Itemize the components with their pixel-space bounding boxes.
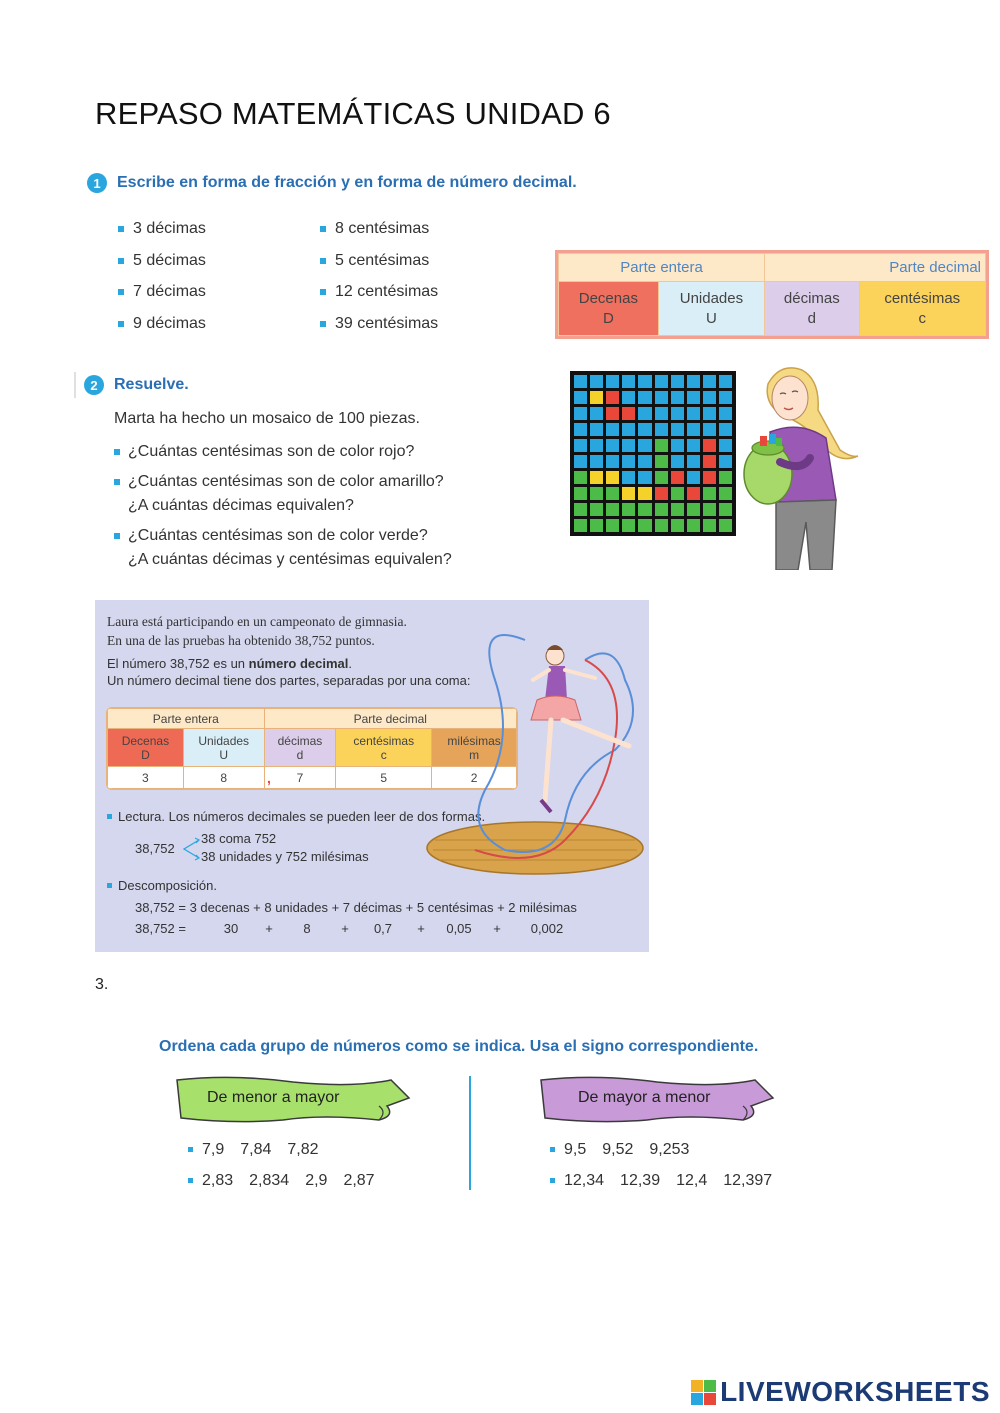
place-value-column: centésimas c [336,729,432,767]
decomposition-term: 0,002 [530,921,564,936]
mosaic-tile [671,407,684,420]
mosaic-tile [606,455,619,468]
bullet-icon [118,226,124,232]
mosaic-tile [606,519,619,532]
number-group [188,1134,391,1165]
mosaic-tile [574,487,587,500]
mosaic-tile [590,407,603,420]
place-value-column: centésimas c [859,282,985,336]
mosaic-tile [655,487,668,500]
decomposition-term: 38,752 = [135,921,186,936]
mosaic-tile [719,471,732,484]
mosaic-tile [671,439,684,452]
q2-intro: Marta ha hecho un mosaico de 100 piezas. [114,410,420,427]
mosaic-tile [590,375,603,388]
mosaic-tile [655,471,668,484]
ascending-number-groups [188,1134,391,1196]
mosaic-tile [671,391,684,404]
banner-descending-label: De mayor a menor [578,1089,711,1106]
bullet-icon [114,479,120,485]
mosaic-tile [719,407,732,420]
question-number-badge: 1 [87,173,107,193]
mosaic-tile [606,487,619,500]
mosaic-tile [638,471,651,484]
info-panel [95,600,649,952]
place-value-column: Unidades U [183,729,264,767]
mosaic-tile [638,439,651,452]
question-item: ¿Cuántas centésimas son de color verde? [114,524,452,548]
mosaic-tile [590,519,603,532]
page-title: REPASO MATEMÁTICAS UNIDAD 6 [95,96,611,131]
mosaic-tile [719,439,732,452]
mosaic-tile [622,423,635,436]
mosaic-tile [687,471,700,484]
bullet-icon [114,449,120,455]
q2-questions [114,440,452,572]
mosaic-tile [687,375,700,388]
bullet-icon [188,1178,193,1183]
list-item: 39 centésimas [320,308,438,340]
mosaic-tile [590,503,603,516]
decomposition-term: 0,05 [446,921,472,936]
question-3-number: 3. [95,976,109,993]
mosaic-tile [687,423,700,436]
mosaic-tile [606,391,619,404]
list-item: 5 décimas [118,245,206,277]
mosaic-tile [655,423,668,436]
mosaic-grid [570,371,736,536]
q1-list-decimas [118,213,206,340]
bullet-icon [550,1178,555,1183]
mosaic-tile [622,471,635,484]
mosaic-tile [719,423,732,436]
bullet-icon [320,321,326,327]
mosaic-tile [719,503,732,516]
mosaic-tile [655,375,668,388]
mosaic-tile [703,503,716,516]
mosaic-tile [590,487,603,500]
bullet-icon [320,226,326,232]
decimal-part-header: Parte decimal [264,709,516,729]
place-value-column: décimas d [264,729,336,767]
mosaic-tile [606,503,619,516]
mosaic-tile [574,471,587,484]
mosaic-tile [719,487,732,500]
place-value-column: Decenas D [108,729,184,767]
brand-logo-icon [691,1380,716,1405]
whole-part-header: Parte entera [559,254,765,282]
mosaic-tile [638,487,651,500]
girl-illustration [740,362,865,570]
decomposition-term: + [493,921,501,936]
number-group [550,1134,788,1165]
mosaic-tile [687,439,700,452]
mosaic-tile [703,375,716,388]
mosaic-tile [655,519,668,532]
mosaic-tile [622,407,635,420]
mosaic-tile [719,455,732,468]
mosaic-tile [574,503,587,516]
number-value: 7,84 [240,1140,272,1158]
question-1-heading [87,173,577,193]
mosaic-tile [638,455,651,468]
mosaic-tile [622,519,635,532]
mosaic-tile [703,519,716,532]
bullet-icon [118,289,124,295]
mosaic-tile [622,455,635,468]
mosaic-tile [687,407,700,420]
mosaic-tile [622,391,635,404]
number-group [550,1165,788,1196]
mosaic-tile [606,439,619,452]
mosaic-tile [638,519,651,532]
mosaic-tile [719,391,732,404]
mosaic-tile [622,375,635,388]
mosaic-tile [719,519,732,532]
q1-list-centesimas [320,213,438,340]
mosaic-tile [590,455,603,468]
mosaic-tile [574,391,587,404]
place-value-digit: 5 [336,767,432,789]
decomposition-line-2 [135,921,577,936]
number-value: 2,834 [249,1171,290,1189]
mosaic-tile [671,519,684,532]
mosaic-tile [655,455,668,468]
mosaic-tile [687,487,700,500]
number-value: 12,397 [723,1171,773,1189]
mosaic-tile [671,471,684,484]
bullet-icon [118,258,124,264]
number-value: 2,87 [343,1171,375,1189]
decomposition-term: 30 [223,921,239,936]
bullet-icon [107,814,112,819]
number-value: 9,52 [602,1140,634,1158]
descending-number-groups [550,1134,788,1196]
number-value: 7,9 [202,1140,225,1158]
mosaic-tile [671,423,684,436]
mosaic-tile [606,375,619,388]
list-item: 8 centésimas [320,213,438,245]
mosaic-tile [606,423,619,436]
branch-arrow-icon [181,836,201,862]
list-item: 7 décimas [118,276,206,308]
mosaic-tile [655,503,668,516]
question-item: ¿Cuántas centésimas son de color amarillo? [114,470,452,494]
question-3-heading: Ordena cada grupo de números como se indica. Usa el signo correspondiente. [159,1038,759,1055]
number-value: 2,83 [202,1171,234,1189]
number-value: 2,9 [305,1171,328,1189]
mosaic-tile [671,455,684,468]
mosaic-tile [590,439,603,452]
bullet-icon [320,289,326,295]
liveworksheets-logo: LIVEWORKSHEETS [691,1376,990,1408]
gymnast-illustration [415,600,649,900]
reading-option-a: 38 coma 752 [201,831,277,846]
mosaic-tile [590,471,603,484]
margin-divider [74,372,76,398]
mosaic-tile [703,391,716,404]
question-number-badge: 2 [84,375,104,395]
number-group [188,1165,391,1196]
number-value: 12,4 [676,1171,708,1189]
decomposition-line-1: 38,752 = 3 decenas + 8 unidades + 7 décimas + 5 centésimas + 2 milésimas [135,900,577,915]
question-2-heading [84,375,189,395]
bullet-icon [107,883,112,888]
number-value: 9,5 [564,1140,587,1158]
reading-number: 38,752 [135,841,175,856]
banner-ascending-label: De menor a mayor [207,1089,340,1106]
bullet-icon [114,533,120,539]
mosaic-tile [703,423,716,436]
question-item: ¿Cuántas centésimas son de color rojo? [114,440,452,464]
bullet-icon [118,321,124,327]
mosaic-tile [638,375,651,388]
mosaic-tile [638,423,651,436]
mosaic-tile [574,455,587,468]
decimal-comma: , [267,770,271,786]
mosaic-tile [687,519,700,532]
mosaic-tile [655,391,668,404]
decimal-part-header: Parte decimal [765,254,986,282]
mosaic-tile [671,375,684,388]
question-item-line2: ¿A cuántas décimas y centésimas equivalen? [128,551,452,568]
mosaic-tile [638,391,651,404]
place-value-table [555,250,989,339]
place-value-digit: 7 [264,767,336,789]
mosaic-tile [574,439,587,452]
place-value-digit: 3 [108,767,184,789]
mosaic-tile [687,503,700,516]
mosaic-tile [638,407,651,420]
reading-option-b: 38 unidades y 752 milésimas [201,849,369,864]
mosaic-tile [574,423,587,436]
number-value: 9,253 [649,1140,690,1158]
mosaic-tile [622,487,635,500]
mosaic-tile [622,439,635,452]
mosaic-tile [703,439,716,452]
bullet-icon [550,1147,555,1152]
decomposition-term: 8 [303,921,311,936]
reading-note: Lectura. Los números decimales se pueden leer de dos formas. [107,809,485,824]
mosaic-tile [687,455,700,468]
mosaic-tile [703,471,716,484]
mosaic-tile [590,423,603,436]
mosaic-tile [719,375,732,388]
bullet-icon [188,1147,193,1152]
list-item: 5 centésimas [320,245,438,277]
mosaic-tile [687,391,700,404]
mosaic-tile [655,439,668,452]
info-definition: El número 38,752 es un número decimal. Un número decimal tiene dos partes, separadas por una coma: [107,656,471,688]
question-1-text: Escribe en forma de fracción y en forma de número decimal. [117,174,577,191]
question-2-text: Resuelve. [114,376,189,393]
mosaic-tile [574,519,587,532]
place-value-column: milésimas m [432,729,517,767]
mosaic-tile [574,407,587,420]
number-value: 12,39 [620,1171,661,1189]
mosaic-tile [606,407,619,420]
decomposition-term: 0,7 [373,921,393,936]
place-value-digit: 8 [183,767,264,789]
decomposition-term: + [341,921,349,936]
decomposition-note: Descomposición. [107,878,217,893]
mosaic-tile [655,407,668,420]
mosaic-tile [671,503,684,516]
place-value-digit: 2 [432,767,517,789]
decomposition-term: + [265,921,273,936]
place-value-column: décimas d [765,282,859,336]
mosaic-tile [622,503,635,516]
mosaic-tile [574,375,587,388]
mosaic-tile [638,503,651,516]
list-item: 3 décimas [118,213,206,245]
decomposition-term: + [417,921,425,936]
place-value-column: Unidades U [658,282,764,336]
whole-part-header: Parte entera [108,709,265,729]
mosaic-tile [606,471,619,484]
number-value: 12,34 [564,1171,605,1189]
mosaic-tile [671,487,684,500]
list-item: 12 centésimas [320,276,438,308]
column-divider [469,1076,471,1190]
question-item-line2: ¿A cuántas décimas equivalen? [128,497,354,514]
mosaic-tile [703,487,716,500]
number-value: 7,82 [287,1140,319,1158]
info-intro: Laura está participando en un campeonato de gimnasia. En una de las pruebas ha obtenido 38,752 puntos. [107,614,407,648]
place-value-column: Decenas D [559,282,659,336]
list-item: 9 décimas [118,308,206,340]
mosaic-tile [703,455,716,468]
mosaic-tile [703,407,716,420]
mosaic-tile [590,391,603,404]
bullet-icon [320,258,326,264]
